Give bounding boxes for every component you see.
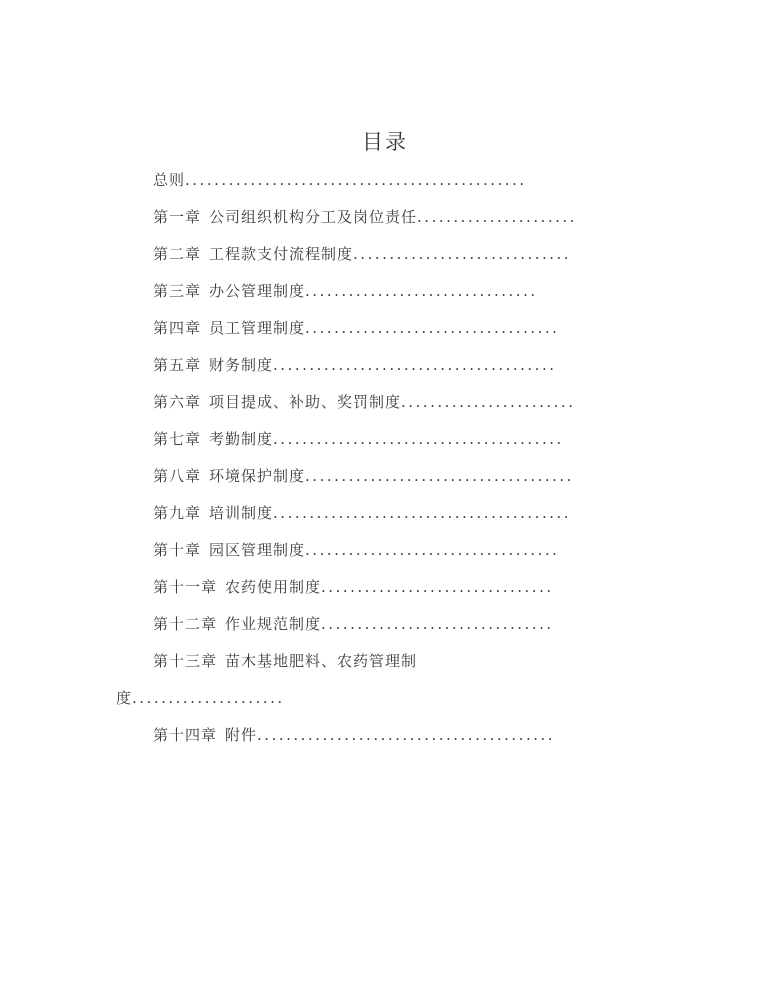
toc-entry-label: 考勤制度 bbox=[209, 430, 274, 448]
toc-leader-dots: ........................ bbox=[401, 393, 576, 411]
toc-entry-label: 苗木基地肥料、农药管理制 bbox=[225, 652, 418, 670]
toc-leader-dots: ................................ bbox=[305, 282, 538, 300]
toc-entry-chapter-10 bbox=[153, 540, 559, 560]
toc-entry-label: 财务制度 bbox=[209, 356, 274, 374]
toc-entry-label: 总则 bbox=[153, 171, 186, 189]
toc-entry-label: 培训制度 bbox=[209, 504, 274, 522]
toc-leader-dots: ................................ bbox=[321, 615, 554, 633]
toc-entry-label: 公司组织机构分工及岗位责任 bbox=[209, 208, 418, 226]
toc-leader-dots: ................................... bbox=[305, 319, 560, 337]
toc-chapter-number: 第五章 bbox=[153, 356, 202, 374]
toc-chapter-number: 第一章 bbox=[153, 208, 202, 226]
toc-chapter-number: 第四章 bbox=[153, 319, 202, 337]
toc-leader-dots: ..................... bbox=[132, 689, 285, 707]
toc-entry-label: 项目提成、补助、奖罚制度 bbox=[209, 393, 402, 411]
toc-chapter-number: 第十三章 bbox=[153, 652, 218, 670]
toc-entry-chapter-1 bbox=[153, 207, 577, 227]
toc-entry-label: 农药使用制度 bbox=[225, 578, 322, 596]
toc-entry-chapter-6 bbox=[153, 392, 575, 412]
toc-chapter-number: 第十四章 bbox=[153, 726, 218, 744]
toc-leader-dots: ................................... bbox=[305, 541, 560, 559]
toc-entry-chapter-2 bbox=[153, 244, 571, 264]
toc-leader-dots: ....................................... bbox=[273, 356, 557, 374]
toc-leader-dots: ............................................... bbox=[185, 171, 527, 189]
toc-entry-label: 员工管理制度 bbox=[209, 319, 306, 337]
toc-entry-chapter-7 bbox=[153, 429, 564, 449]
toc-entry-general bbox=[153, 170, 527, 190]
toc-entry-chapter-5 bbox=[153, 355, 557, 375]
toc-leader-dots: ......................................... bbox=[273, 504, 572, 522]
toc-entry-chapter-3 bbox=[153, 281, 538, 301]
toc-entry-label: 度 bbox=[116, 689, 133, 707]
toc-entry-chapter-4 bbox=[153, 318, 559, 338]
toc-entry-chapter-14 bbox=[153, 725, 555, 745]
toc-entry-chapter-13-continued bbox=[116, 688, 285, 708]
toc-leader-dots: ........................................ bbox=[273, 430, 564, 448]
toc-entry-chapter-11 bbox=[153, 577, 554, 597]
toc-entry-chapter-9 bbox=[153, 503, 571, 523]
toc-entry-label: 办公管理制度 bbox=[209, 282, 306, 300]
toc-title: 目录 bbox=[362, 130, 408, 154]
toc-entry-label: 园区管理制度 bbox=[209, 541, 306, 559]
toc-leader-dots: ...................... bbox=[417, 208, 577, 226]
toc-entry-chapter-12 bbox=[153, 614, 554, 634]
toc-leader-dots: .............................. bbox=[353, 245, 572, 263]
toc-leader-dots: ..................................... bbox=[305, 467, 574, 485]
toc-entry-label: 环境保护制度 bbox=[209, 467, 306, 485]
toc-chapter-number: 第三章 bbox=[153, 282, 202, 300]
toc-entry-label: 附件 bbox=[225, 726, 258, 744]
toc-chapter-number: 第六章 bbox=[153, 393, 202, 411]
toc-chapter-number: 第十二章 bbox=[153, 615, 218, 633]
toc-chapter-number: 第九章 bbox=[153, 504, 202, 522]
toc-chapter-number: 第二章 bbox=[153, 245, 202, 263]
toc-chapter-number: 第十一章 bbox=[153, 578, 218, 596]
toc-entry-chapter-13 bbox=[153, 651, 417, 671]
toc-entry-label: 工程款支付流程制度 bbox=[209, 245, 354, 263]
toc-chapter-number: 第十章 bbox=[153, 541, 202, 559]
toc-chapter-number: 第七章 bbox=[153, 430, 202, 448]
toc-entry-label: 作业规范制度 bbox=[225, 615, 322, 633]
toc-leader-dots: ......................................... bbox=[257, 726, 556, 744]
toc-chapter-number: 第八章 bbox=[153, 467, 202, 485]
toc-entry-chapter-8 bbox=[153, 466, 574, 486]
toc-leader-dots: ................................ bbox=[321, 578, 554, 596]
